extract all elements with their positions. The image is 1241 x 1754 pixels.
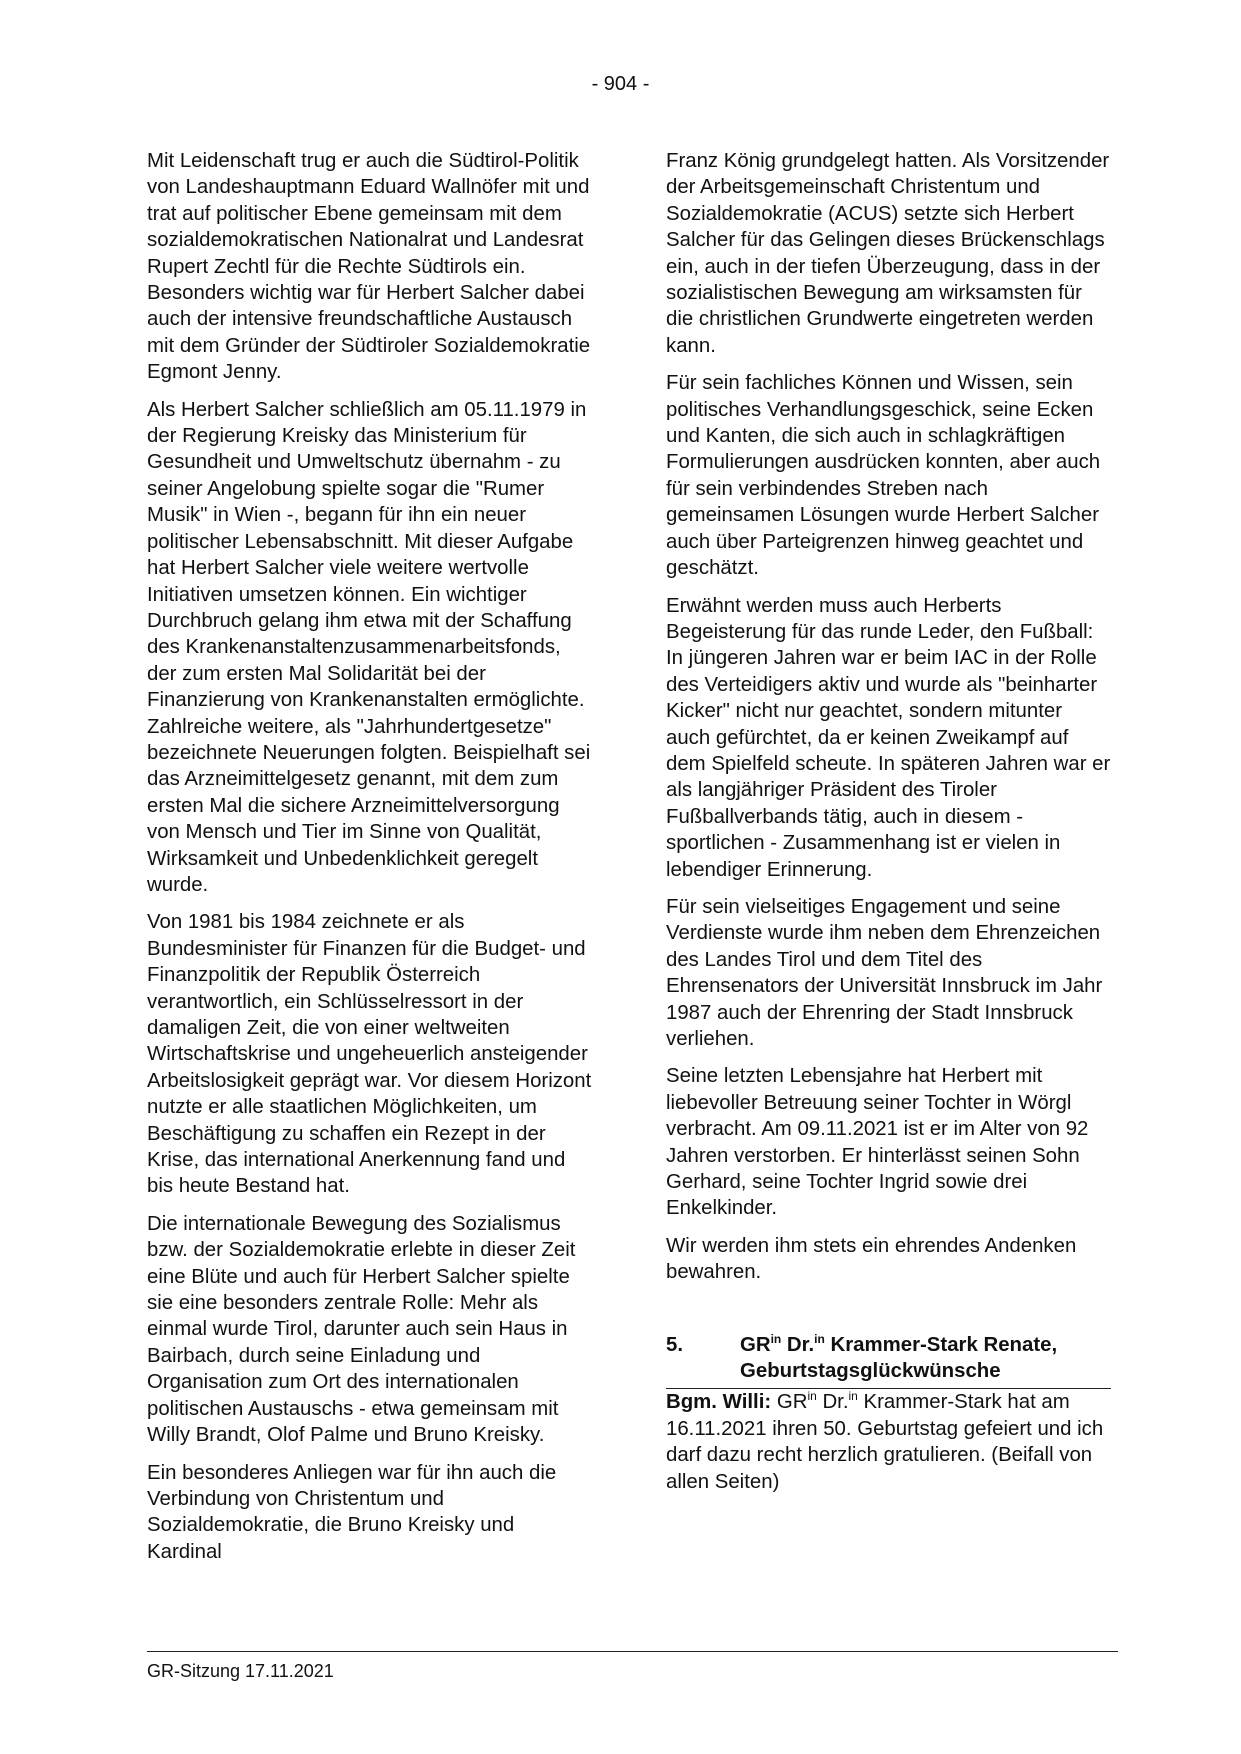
title-superscript: in bbox=[770, 1331, 782, 1346]
footer-session-date: GR-Sitzung 17.11.2021 bbox=[147, 1661, 334, 1681]
speech-text: Krammer-Stark hat am 16.11.2021 ihren 50. Geburtstag gefeiert und ich darf dazu recht herzlich gratulieren. (Beifall von allen Seiten) bbox=[666, 1391, 1104, 1493]
speaker-name: Bgm. Willi: bbox=[666, 1391, 772, 1414]
speech-prefix: GR bbox=[771, 1391, 808, 1414]
title-superscript: in bbox=[814, 1331, 825, 1346]
title-rest: Krammer-Stark Renate, Geburtstagsglückwünsche bbox=[740, 1333, 1058, 1383]
right-column bbox=[666, 148, 1111, 1506]
paragraph: Für sein vielseitiges Engagement und seine Verdienste wurde ihm neben dem Ehrenzeichen des Landes Tirol und dem Titel des Ehrensenators der Universität Innsbruck im Jahr 1987 auch der Ehrenring der Stadt Innsbruck verliehen. bbox=[666, 895, 1103, 1050]
paragraph: Als Herbert Salcher schließlich am 05.11.1979 in der Regierung Kreisky das Ministerium für Gesundheit und Umweltschutz übernahm - zu seiner Angelobung spielte sogar die "Rumer Musik" in Wien -, begann für ihn ein neuer politischer Lebensabschnitt. Mit dieser Aufgabe hat Herbert Salcher viele weitere wertvolle Initiativen umsetzen können. Ein wichtiger Durchbruch gelang ihm etwa mit der Schaffung des Krankenanstaltenzusammenarbeitsfonds, der zum ersten Mal Solidarität bei der Finanzierung von Krankenanstalten ermöglichte. Zahlreiche weitere, als "Jahrhundertgesetze" bezeichnete Neuerungen folgten. Beispielhaft sei das Arzneimittelgesetz genannt, mit dem zum ersten Mal die sichere Arzneimittelversorgung von Mensch und Tier im Sinne von Qualität, Wirksamkeit und Unbedenklichkeit geregelt wurde. bbox=[147, 398, 591, 896]
speech-superscript: in bbox=[807, 1389, 817, 1404]
page-number: - 904 - bbox=[591, 73, 650, 95]
paragraph: Ein besonderes Anliegen war für ihn auch die Verbindung von Christentum und Sozialdemokratie, die Bruno Kreisky und Kardinal bbox=[147, 1461, 557, 1563]
agenda-item-number: 5. bbox=[666, 1333, 684, 1356]
paragraph: Die internationale Bewegung des Sozialismus bzw. der Sozialdemokratie erlebte in dieser Zeit eine Blüte und auch für Herbert Salcher spielte sie eine besonders zentrale Rolle: Mehr als einmal wurde Tirol, darunter auch sein Haus in Bairbach, durch seine Einladung und Organisation zum Ort des internationalen politischen Austauschs - etwa gemeinsam mit Willy Brandt, Olof Palme und Bruno Kreisky. bbox=[147, 1212, 576, 1447]
left-column bbox=[147, 148, 592, 1576]
paragraph: Wir werden ihm stets ein ehrendes Andenken bewahren. bbox=[666, 1234, 1077, 1284]
paragraph: Mit Leidenschaft trug er auch die Südtirol-Politik von Landeshauptmann Eduard Wallnöfer mit und trat auf politischer Ebene gemeinsam mit dem sozialdemokratischen Nationalrat und Landesrat Rupert Zechtl für die Rechte Südtirols ein. Besonders wichtig war für Herbert Salcher dabei auch der intensive freundschaftliche Austausch mit dem Gründer der Südtiroler Sozialdemokratie Egmont Jenny. bbox=[147, 150, 591, 384]
speech-paragraph bbox=[666, 1389, 1111, 1495]
paragraph: Seine letzten Lebensjahre hat Herbert mit liebevoller Betreuung seiner Tochter in Wörgl verbracht. Am 09.11.2021 ist er im Alter von 92 Jahren verstorben. Er hinterlässt seinen Sohn Gerhard, seine Tochter Ingrid sowie drei Enkelkinder. bbox=[666, 1065, 1089, 1220]
agenda-item-title bbox=[740, 1332, 1111, 1385]
paragraph: Für sein fachliches Können und Wissen, sein politisches Verhandlungsgeschick, seine Ecken und Kanten, die sich auch in schlagkräftigen Formulierungen ausdrücken konnten, aber auch für sein verbindendes Streben nach gemeinsamen Lösungen wurde Herbert Salcher auch über Parteigrenzen hinweg geachtet und geschätzt. bbox=[666, 372, 1101, 580]
agenda-item-heading bbox=[666, 1332, 1111, 1390]
paragraph: Erwähnt werden muss auch Herberts Begeisterung für das runde Leder, den Fußball: In jüngeren Jahren war er beim IAC in der Rolle des Verteidigers aktiv und wurde als "beinharter Kicker" nicht nur geachtet, sondern mitunter auch gefürchtet, da er keinen Zweikampf auf dem Spielfeld scheute. In späteren Jahren war er als langjähriger Präsident des Tiroler Fußballverbands tätig, auch in diesem - sportlichen - Zusammenhang ist er vielen in lebendiger Erinnerung. bbox=[666, 594, 1111, 881]
paragraph: Von 1981 bis 1984 zeichnete er als Bundesminister für Finanzen für die Budget- und Finanzpolitik der Republik Österreich verantwortlich, ein Schlüsselressort in der damaligen Zeit, die von einer weltweiten Wirtschaftskrise und ungeheuerlich ansteigender Arbeitslosigkeit geprägt war. Vor diesem Horizont nutzte er alle staatlichen Möglichkeiten, um Beschäftigung zu schaffen ein Rezept in der Krise, das international Anerkennung fand und bis heute Bestand hat. bbox=[147, 911, 592, 1198]
title-prefix: GR bbox=[740, 1333, 771, 1356]
footer-divider bbox=[147, 1651, 1118, 1652]
speech-superscript: in bbox=[848, 1389, 858, 1404]
speech-mid: Dr. bbox=[816, 1391, 849, 1414]
title-mid: Dr. bbox=[781, 1333, 815, 1356]
paragraph: Franz König grundgelegt hatten. Als Vorsitzender der Arbeitsgemeinschaft Christentum und Sozialdemokratie (ACUS) setzte sich Herbert Salcher für das Gelingen dieses Brückenschlags ein, auch in der tiefen Überzeugung, dass in der sozialistischen Bewegung am wirksamsten für die christlichen Grundwerte eingetreten werden kann. bbox=[666, 150, 1110, 357]
